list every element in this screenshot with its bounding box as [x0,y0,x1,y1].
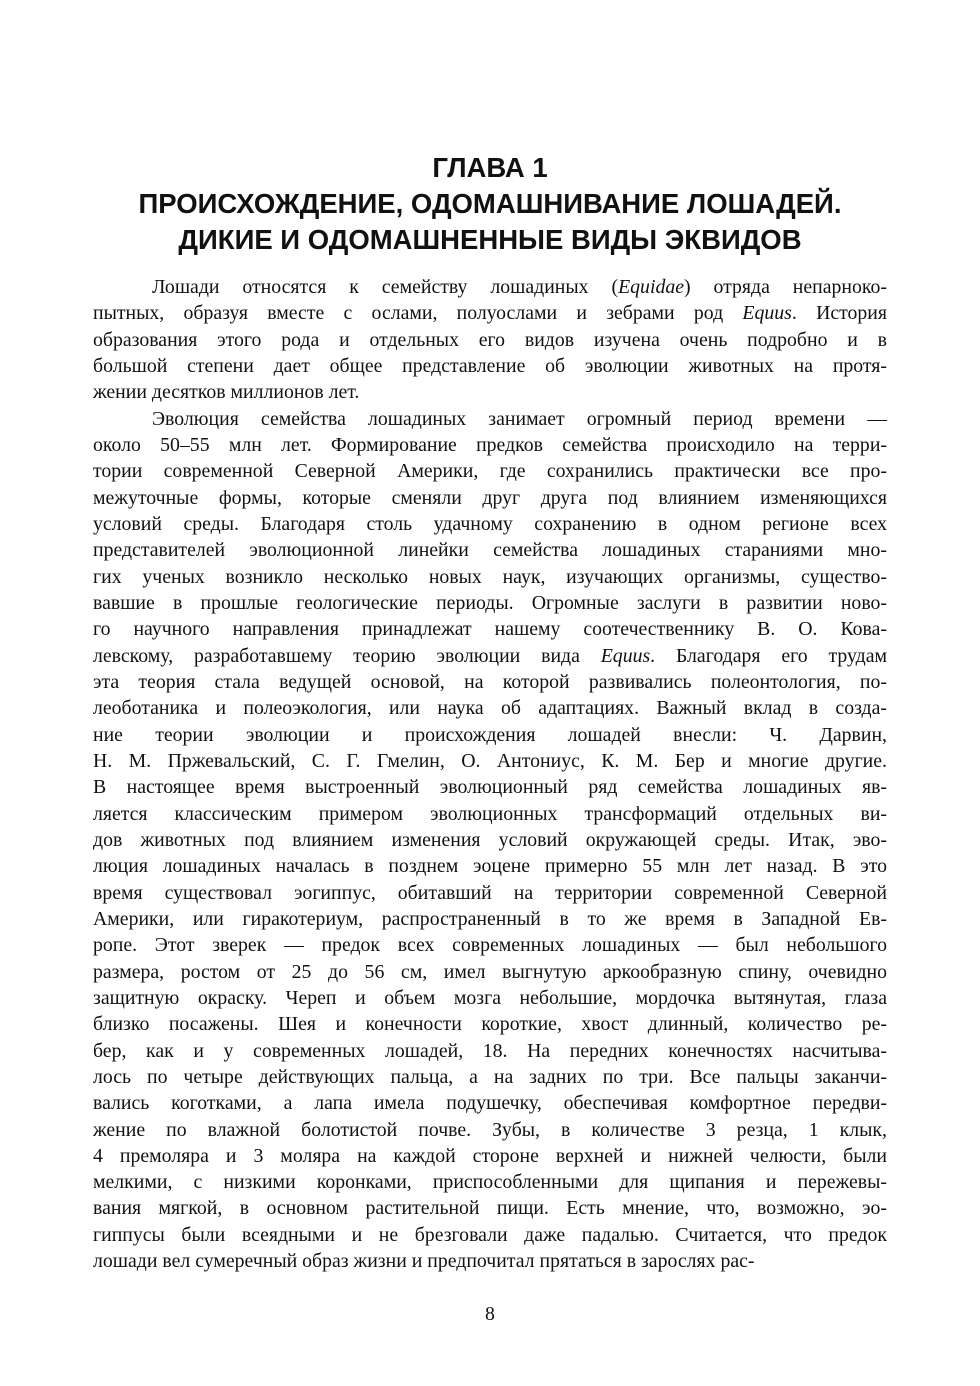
text-segment: ) отряда непарноко- [684,276,887,298]
text-segment: время существовал эогиппус, обитавший на территории современной Северной [93,881,887,904]
text-line [93,906,887,932]
text-line [93,353,887,379]
text-segment: лось по четыре действующих пальца, а на задних по три. Все пальцы заканчи- [93,1065,887,1088]
text-segment: вались коготками, а лапа имела подушечку, обеспечивая комфортное передви- [93,1092,887,1115]
text-segment: жении десятков миллионов лет. [93,381,360,404]
text-line [93,827,887,853]
text-segment: вания мягкой, в основном растительной пищи. Есть мнение, что, возможно, эо- [93,1197,887,1220]
text-segment: условий среды. Благодаря столь удачному сохранению в одном регионе всех [93,512,887,535]
text-line [93,669,887,695]
text-line [93,985,887,1011]
italic-term: Equidae [618,276,684,298]
text-segment: близко посажены. Шея и конечности короткие, хвост длинный, количество ре- [93,1013,887,1036]
text-segment: мелкими, с низкими коронками, приспособленными для щипания и пережевы- [93,1171,887,1194]
text-segment: 4 премоляра и 3 моляра на каждой стороне верхней и нижней челюсти, были [93,1144,887,1167]
text-segment: защитную окраску. Череп и объем мозга небольшие, мордочка вытянутая, глаза [93,986,887,1009]
text-line [93,1064,887,1090]
text-line [93,1090,887,1116]
text-line [93,695,887,721]
text-line [93,880,887,906]
text-line [93,379,887,405]
paragraph-1 [93,274,887,406]
text-line [93,537,887,563]
italic-term: Equus [742,302,792,325]
text-line [93,590,887,616]
text-line [93,801,887,827]
text-segment: ляется классическим примером эволюционных трансформаций отдельных ви- [93,802,887,825]
text-line [93,485,887,511]
text-segment: ние теории эволюции и происхождения лошадей внесли: Ч. Дарвин, [93,723,887,746]
chapter-title-line-2: ДИКИЕ И ОДОМАШНЕННЫЕ ВИДЫ ЭКВИДОВ [178,224,802,255]
text-line [93,274,887,300]
text-segment: леоботаника и полеоэкология, или наука об адаптациях. Важный вклад в созда- [93,697,887,720]
text-line [93,959,887,985]
italic-term: Equus [600,644,651,667]
text-segment: Америки, или гиракотериум, распространенный в то же время в Западной Ев- [93,907,887,930]
text-segment: бер, как и у современных лошадей, 18. На передних конечностях насчитыва- [93,1039,887,1062]
text-segment: около 50–55 млн лет. Формирование предков семейства происходило на терри- [93,433,887,456]
text-line [93,932,887,958]
text-segment: левскому, разработавшему теорию эволюции вида [93,644,601,667]
text-segment: жение по влажной болотистой почве. Зубы, в количестве 3 резца, 1 клык, [93,1118,887,1141]
text-segment: Н. М. Пржевальский, С. Г. Гмелин, О. Антониус, К. М. Бер и многие другие. [93,749,887,772]
text-segment: гих ученых возникло несколько новых наук, изучающих организмы, существо- [93,565,887,588]
text-segment: образования этого рода и отдельных его видов изучена очень подробно и в [93,328,887,351]
text-segment: эта теория стала ведущей основой, на которой развивались полеонтология, по- [93,670,887,693]
text-line [93,643,887,669]
text-segment: ропе. Этот зверек — предок всех современных лошадиных — был небольшого [93,934,887,957]
text-segment: тории современной Северной Америки, где сохранились практически все про- [93,460,887,483]
text-segment: Лошади относятся к семейству лошадиных ( [152,276,619,298]
page-number: 8 [485,1303,495,1325]
text-line [93,616,887,642]
text-segment: размера, ростом от 25 до 56 см, имел выгнутую аркообразную спину, очевидно [93,960,887,983]
text-line [93,1011,887,1037]
text-segment: гиппусы были всеядными и не брезговали даже падалью. Считается, что предок [93,1223,887,1246]
text-line [93,1222,887,1248]
text-segment: представителей эволюционной линейки семейства лошадиных стараниями мно- [93,539,887,562]
text-line [93,327,887,353]
text-line [93,748,887,774]
text-segment: вавшие в прошлые геологические периоды. Огромные заслуги в развитии ново- [93,591,887,614]
text-line [93,853,887,879]
text-line [93,722,887,748]
text-segment: Эволюция семейства лошадиных занимает огромный период времени — [152,407,887,430]
text-line [93,1143,887,1169]
text-line [93,564,887,590]
text-line [93,1038,887,1064]
text-segment: . Благодаря его трудам [650,644,887,667]
text-segment: В настоящее время выстроенный эволюционный ряд семейства лошадиных яв- [93,776,887,799]
text-segment: дов животных под влиянием изменения условий окружающей среды. Итак, эво- [93,828,887,851]
text-line [93,511,887,537]
text-segment: большой степени дает общее представление об эволюции животных на протя- [93,354,887,377]
paragraph-2 [93,406,887,1275]
text-segment: лошади вел сумеречный образ жизни и предпочитал прятаться в зарослях рас- [93,1250,755,1273]
text-line [93,1248,887,1274]
chapter-label: ГЛАВА 1 [432,152,548,183]
text-line [93,1117,887,1143]
text-line [93,458,887,484]
text-segment: межуточные формы, которые сменяли друг друга под влиянием изменяющихся [93,486,887,509]
text-line [93,300,887,326]
text-line [93,406,887,432]
body-text [93,274,887,1274]
text-segment: люция лошадиных началась в позднем эоцене примерно 55 млн лет назад. В это [93,855,887,878]
text-line [93,1169,887,1195]
text-segment: пытных, образуя вместе с ослами, полуослами и зебрами род [93,302,743,325]
chapter-heading [60,150,920,258]
text-line [93,1195,887,1221]
chapter-title-line-1: ПРОИСХОЖДЕНИЕ, ОДОМАШНИВАНИЕ ЛОШАДЕЙ. [138,188,842,219]
text-line [93,432,887,458]
text-segment: го научного направления принадлежат нашему соотечественнику В. О. Кова- [93,618,887,641]
text-line [93,774,887,800]
text-segment: . История [791,302,887,325]
